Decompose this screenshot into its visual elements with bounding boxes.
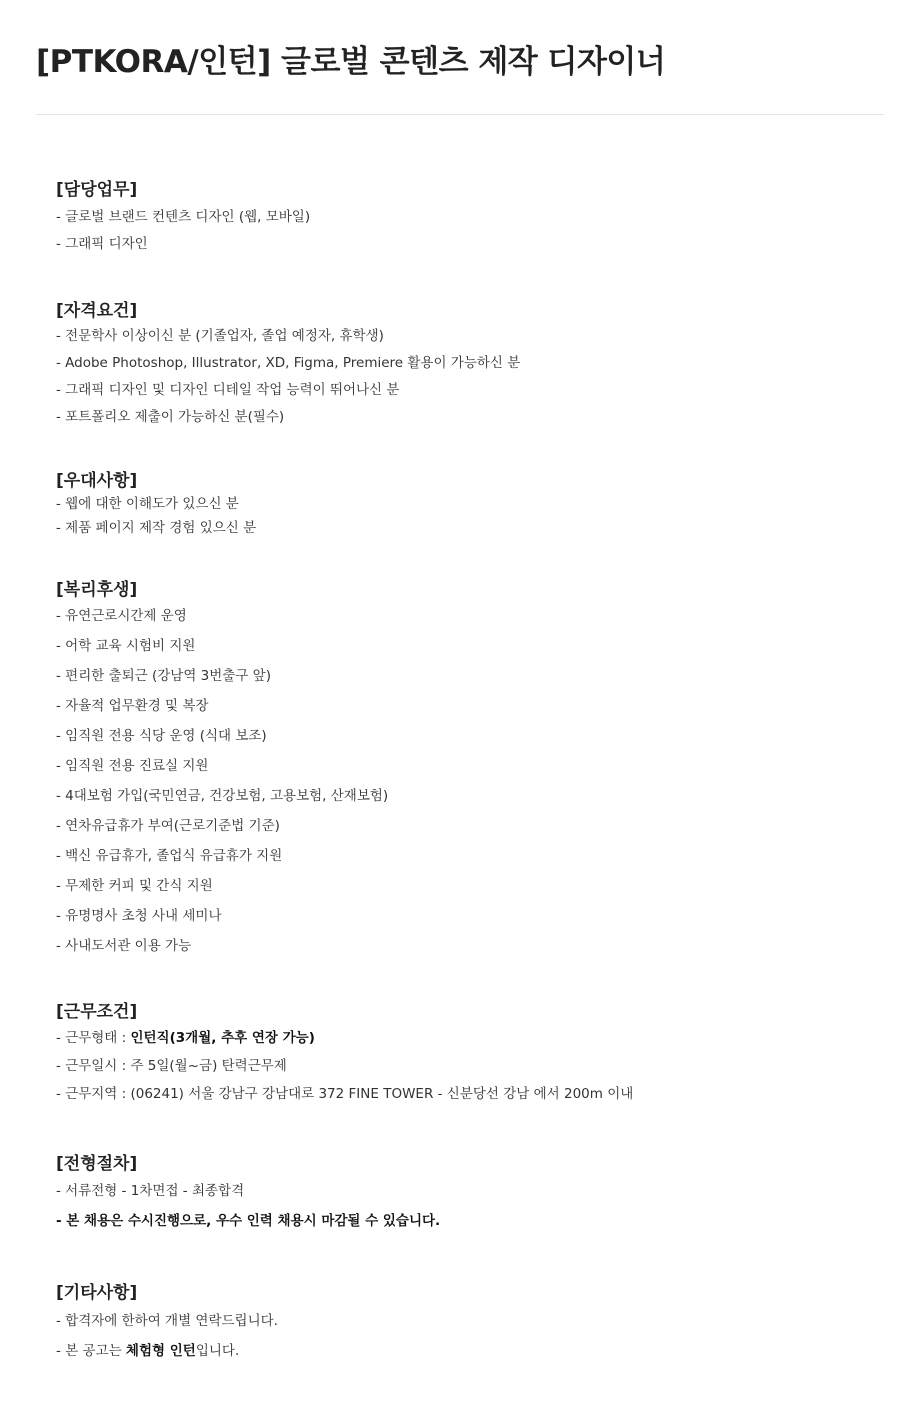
duty-item: - 글로벌 브랜드 컨텐츠 디자인 (웹, 모바일) xyxy=(56,209,311,225)
preference-item: - 웹에 대한 이해도가 있으신 분 xyxy=(56,496,239,512)
benefit-item: - 유연근로시간제 운영 xyxy=(56,608,187,624)
benefit-item: - 자율적 업무환경 및 복장 xyxy=(56,698,209,714)
benefit-item: - 무제한 커피 및 간식 지원 xyxy=(56,878,213,894)
qualification-item: - 그래픽 디자인 및 디자인 디테일 작업 능력이 뛰어나신 분 xyxy=(56,382,400,398)
benefit-item: - 유명명사 초청 사내 세미나 xyxy=(56,908,222,924)
section-heading-qualifications: [자격요건] xyxy=(56,301,138,321)
benefit-item: - 편리한 출퇴근 (강남역 3번출구 앞) xyxy=(56,668,271,684)
section-heading-conditions: [근무조건] xyxy=(56,1002,138,1022)
condition-type xyxy=(56,1029,315,1047)
process-notice xyxy=(56,1212,440,1230)
section-heading-process: [전형절차] xyxy=(56,1154,138,1174)
condition-location: - 근무지역 : (06241) 서울 강남구 강남대로 372 FINE TOWER - 신분당선 강남 에서 200m 이내 xyxy=(56,1086,634,1102)
benefit-item: - 백신 유급휴가, 졸업식 유급휴가 지원 xyxy=(56,848,283,864)
benefit-item: - 임직원 전용 진료실 지원 xyxy=(56,758,209,774)
title-divider xyxy=(36,114,884,115)
condition-schedule: - 근무일시 : 주 5일(월~금) 탄력근무제 xyxy=(56,1058,287,1074)
condition-type-label: - 근무형태 : xyxy=(56,1030,131,1046)
section-heading-benefits: [복리후생] xyxy=(56,580,138,600)
etc-notice xyxy=(56,1342,239,1360)
benefit-item: - 사내도서관 이용 가능 xyxy=(56,938,192,954)
process-steps: - 서류전형 - 1차면접 - 최종합격 xyxy=(56,1183,245,1199)
benefit-item: - 4대보험 가입(국민연금, 건강보험, 고용보험, 산재보험) xyxy=(56,788,389,804)
section-heading-duties: [담당업무] xyxy=(56,180,138,200)
condition-type-value: 인턴직(3개월, 추후 연장 가능) xyxy=(130,1030,315,1046)
section-heading-preferences: [우대사항] xyxy=(56,471,138,491)
etc-notice-prefix: - 본 공고는 xyxy=(56,1343,126,1359)
qualification-item: - Adobe Photoshop, Illustrator, XD, Figma, Premiere 활용이 가능하신 분 xyxy=(56,355,521,371)
etc-contact: - 합격자에 한하여 개별 연락드립니다. xyxy=(56,1313,278,1329)
benefit-item: - 연차유급휴가 부여(근로기준법 기준) xyxy=(56,818,280,834)
preference-item: - 제품 페이지 제작 경험 있으신 분 xyxy=(56,520,257,536)
benefit-item: - 어학 교육 시험비 지원 xyxy=(56,638,196,654)
qualification-item: - 전문학사 이상이신 분 (기졸업자, 졸업 예정자, 휴학생) xyxy=(56,328,384,344)
qualification-item: - 포트폴리오 제출이 가능하신 분(필수) xyxy=(56,409,285,425)
duty-item: - 그래픽 디자인 xyxy=(56,236,148,252)
etc-notice-bold: 체험형 인턴 xyxy=(125,1343,196,1359)
etc-notice-suffix: 입니다. xyxy=(195,1343,240,1359)
benefit-item: - 임직원 전용 식당 운영 (식대 보조) xyxy=(56,728,267,744)
section-heading-etc: [기타사항] xyxy=(56,1283,138,1303)
process-notice-text: - 본 채용은 수시진행으로, 우수 인력 채용시 마감될 수 있습니다. xyxy=(56,1213,441,1229)
page-title: [PTKORA/인턴] 글로벌 콘텐츠 제작 디자이너 xyxy=(36,44,666,80)
